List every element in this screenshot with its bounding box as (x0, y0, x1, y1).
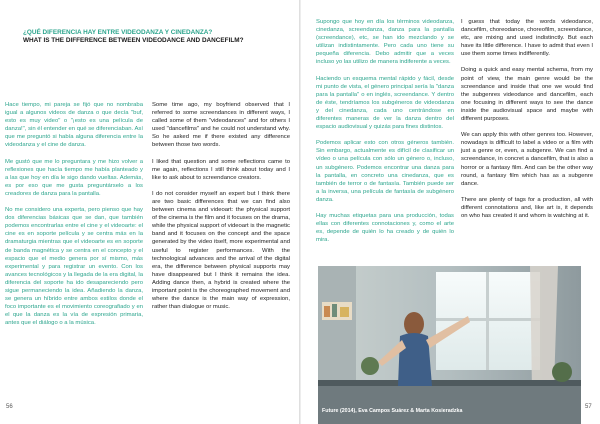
paragraph: I do not consider myself an expert but I think there are two basic differences that we can find also between cinema and videoart: the physical support of the cinema is the film and it focuses on the drama, while the physical support of videoart is the magnetic band and it focuses on the concept and the space generated by the video itself, more experimental and useful to register performances. With the technological advances and the arrival of the digital era, the difference between physical supports may have disappeared but I think it remains the idea. Adding dance then, a hybrid is created where the important point is the choreographed movement and where the dance is the main way of expression, rather than dialogue or music. (152, 190, 290, 311)
title-spanish: ¿QUÉ DIFERENCIA HAY ENTRE VIDEODANZA Y CINEDANZA? (23, 29, 213, 36)
page-number-left: 56 (6, 404, 13, 410)
paragraph: Me gustó que me lo preguntara y me hizo volver a reflexiones que hacía tiempo me había planteado y a las que hoy en día le sigo dando vueltas. Además, es por eso que me gusta preguntárselo a los creadores de danza para la pantalla. (5, 158, 143, 197)
photo-illustration (318, 266, 581, 424)
column-english-right (461, 18, 593, 228)
paragraph: I guess that today the words videodance, dancefilm, choreodance, choreofilm, screendance, etc, are mixing and used indistinctly. But each have its little difference. I have to admit that even I use them some times indifferently. (461, 19, 593, 58)
paragraph: Hay muchas etiquetas para una producción, todas ellas con diferentes connotaciones y, como el arte es, depende de quién lo ha creado y de quién lo mira. (316, 212, 454, 244)
page-fold (299, 0, 301, 424)
column-spanish-right (316, 18, 454, 252)
paragraph: No me considero una experta, pero pienso que hay dos diferencias básicas que se dan, que también podemos encontrarlas entre el cine y el videoarte: el cine es en soporte película y se centra más en la dramaturgia mientras que el videoarte es en soporte de banda magnética y se centra en el concepto y el espacio que el medio genera por sí mismo, más experimental y para registrar un evento. Con los avances tecnológicos y la llegada de la era digital, la diferencia del soporte ha ido desapareciendo pero sigue permaneciendo la idea. Añadiendo la danza, se genera un híbrido entre ambos estilos donde el foco importante es el movimiento coreografiado y en el que la danza es la vía de expresión primaria, antes que el diálogo o a la música. (5, 207, 143, 327)
paragraph: Supongo que hoy en día los términos videodanza, cinedanza, screendanza, danza para la pantalla (screendance), etc, se han ido mezclando y se utilizan indistintamente. Pero cada uno tiene su pequeña diferencia. Debo admitir que a veces incluso yo las utilizo de manera indiferente a veces. (316, 19, 454, 66)
article-header (23, 29, 283, 45)
column-english-left (152, 101, 290, 319)
paragraph: There are plenty of tags for a production, all with different connotations and, like art is, it depends on who has created it and whom is watching at it. (461, 196, 593, 219)
photo-caption: Future (2014), Eva Campos Suárez & Marta Kosieradzka (322, 408, 463, 414)
page-number-right: 57 (585, 404, 592, 410)
title-english: WHAT IS THE DIFFERENCE BETWEEN VIDEODANCE AND DANCEFILM? (23, 37, 244, 44)
paragraph: Hace tiempo, mi pareja se fijó que no nombraba igual a algunos videos de danza o que decía "buf, esto es muy video" o "¡esto es una película de danza!", sin él entender en qué se diferenciaban. Así que me preguntó si había alguna diferencia entre la videodanza y el cine de danza. (5, 102, 143, 149)
paragraph: Some time ago, my boyfriend observed that I referred to some screendances in different ways, I called some of them "videodances" and for others I used "dancefilms" and he could not understand why. So he asked me if there existed any difference between those two words. (152, 102, 290, 149)
film-still-photo (318, 266, 581, 424)
paragraph: Doing a quick and easy mental schema, from my point of view, the main genre would be the screendance and inside that one we would find the subgenres videodance and dancefilm, each one focusing in different ways to see the dance inside the audiovisual space and maybe with different purposes. (461, 67, 593, 123)
paragraph: We can apply this with other genres too. However, nowadays is difficult to label a video or a film with just a genre or, even, a subgenre. We can find a screendance, in concret a dancefilm, that is also a horror or a fantasy film. And can be the other way round, a fantasy film which has as a subgenre dance. (461, 132, 593, 187)
paragraph: Haciendo un esquema mental rápido y fácil, desde mi punto de vista, el género principal sería la "danza para la pantalla" o en inglés, screendance. Y dentro de éste, tendríamos los subgéneros de videodanza y del cinedanza, cada uno centrándose en diferentes maneras de ver la danza dentro del espacio audiovisual y quizás para fines distintos. (316, 75, 454, 131)
paragraph: I liked that question and some reflections came to me again, reflections I still think about today and I like to ask about to screendance creators. (152, 158, 290, 181)
column-spanish-left (5, 101, 143, 335)
paragraph: Podemos aplicar esto con otros géneros también. Sin embargo, actualmente es difícil de clasificar un vídeo o una película con sólo un género o, incluso, un subgénero. Podemos encontrar una danza para la pantalla, en concreto una cinedanza, que es también de terror o de fantasía. También puede ser a la inversa, una película de fantasía de subgénero danza. (316, 140, 454, 203)
